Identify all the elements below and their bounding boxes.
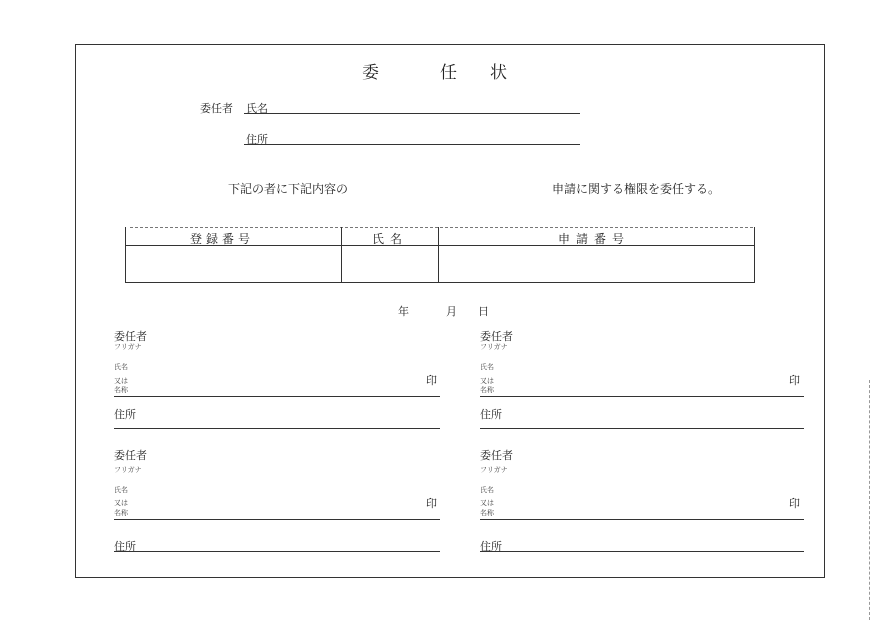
delegator-name-label: 氏名 [246, 102, 268, 115]
block-2-title: 委任者 [480, 330, 513, 343]
block-2-address-line [480, 428, 804, 429]
statement-left: 下記の者に下記内容の [228, 182, 349, 196]
block-3-title: 委任者 [114, 449, 147, 462]
table-divider-2 [438, 227, 439, 282]
delegator-label: 委任者 [200, 102, 233, 115]
table-header-registration-number: 登録番号 [190, 232, 255, 246]
block-4-name-line [480, 519, 804, 520]
block-4-title: 委任者 [480, 449, 513, 462]
block-1-name-label: 氏名 [114, 363, 128, 371]
block-4-address-label: 住所 [480, 540, 502, 553]
block-2-address-label: 住所 [480, 408, 502, 421]
statement-right: 申請に関する権限を委任する。 [552, 182, 721, 196]
block-3-seal: 印 [426, 497, 437, 510]
block-2-name-label: 氏名 [480, 363, 494, 371]
block-3-name-label: 氏名 [114, 486, 128, 494]
date-year: 年 [398, 305, 409, 318]
block-4-address-line [480, 551, 804, 552]
block-3-name-label-3: 名称 [114, 509, 128, 517]
block-2-furigana: フリガナ [480, 343, 508, 351]
delegator-address-line [244, 144, 580, 145]
title-char-3: 状 [490, 63, 509, 83]
date-month: 月 [446, 305, 457, 318]
block-4-name-label-3: 名称 [480, 509, 494, 517]
table-right-border [754, 227, 755, 282]
block-3-name-label-2: 又は [114, 499, 128, 507]
block-1-address-line [114, 428, 440, 429]
block-3-name-line [114, 519, 440, 520]
block-1-furigana: フリガナ [114, 343, 142, 351]
date-day: 日 [478, 305, 489, 318]
title-char-1: 委 [362, 63, 381, 83]
delegator-name-line [244, 113, 580, 114]
block-1-name-label-3: 名称 [114, 386, 128, 394]
delegator-address-label: 住所 [246, 133, 268, 146]
block-3-furigana: フリガナ [114, 466, 142, 474]
table-header-application-number: 申請番号 [558, 232, 631, 246]
block-4-name-label: 氏名 [480, 486, 494, 494]
block-3-address-label: 住所 [114, 540, 136, 553]
block-1-seal: 印 [426, 374, 437, 387]
block-1-address-label: 住所 [114, 408, 136, 421]
table-divider-1 [341, 227, 342, 282]
table-top-line [130, 227, 753, 228]
title-char-2: 任 [440, 63, 459, 83]
block-4-name-label-2: 又は [480, 499, 494, 507]
block-4-seal: 印 [789, 497, 800, 510]
block-2-seal: 印 [789, 374, 800, 387]
block-4-furigana: フリガナ [480, 466, 508, 474]
block-1-name-line [114, 396, 440, 397]
block-3-address-line [114, 551, 440, 552]
block-2-name-line [480, 396, 804, 397]
table-left-border [125, 227, 126, 282]
block-1-title: 委任者 [114, 330, 147, 343]
edge-dashed-marks [869, 380, 870, 620]
block-2-name-label-3: 名称 [480, 386, 494, 394]
block-2-name-label-2: 又は [480, 377, 494, 385]
block-1-name-label-2: 又は [114, 377, 128, 385]
table-bottom-line [125, 282, 755, 283]
table-header-name: 氏名 [372, 232, 409, 246]
